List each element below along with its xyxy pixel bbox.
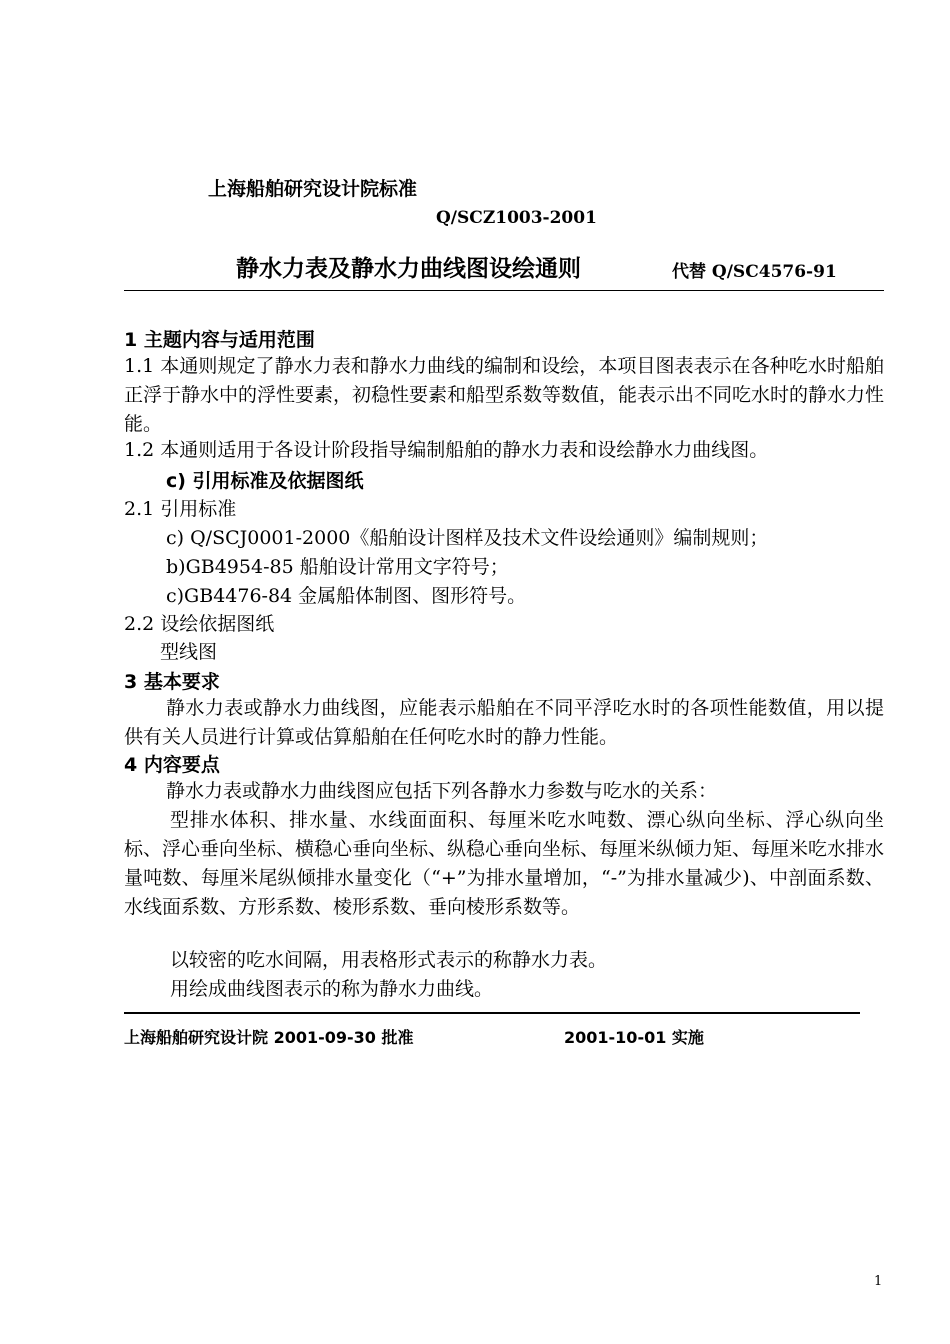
replaces-standard: 代替 Q/SC4576-91 xyxy=(672,262,837,282)
page-title: 静水力表及静水力曲线图设绘通则 xyxy=(236,256,581,282)
parameter-list: 型排水体积、排水量、水线面面积、每厘米吃水吨数、漂心纵向坐标、浮心纵向坐标、浮心垂向坐标、横稳心垂向坐标、纵稳心垂向坐标、每厘米纵倾力矩、每厘米吃水排水量吨数、每厘米尾纵倾排水量变化（“+”为排水量增加，“-”为排水量减少)、中剖面系数、水线面系数、方形系数、棱形系数、垂向棱形系数等。 xyxy=(124,809,885,918)
clause-1-2: 1.2 本通则适用于各设计阶段指导编制船舶的静水力表和设绘静水力曲线图。 xyxy=(124,439,769,461)
section-2-heading: c) 引用标准及依据图纸 xyxy=(166,470,364,492)
approval-date: 上海船舶研究设计院 2001-09-30 批准 xyxy=(124,1028,414,1047)
clause-2-1: 2.1 引用标准 xyxy=(124,498,237,520)
effective-date: 2001-10-01 实施 xyxy=(564,1028,704,1047)
reference-item-b: b)GB4954-85 船舶设计常用文字符号； xyxy=(166,556,509,578)
standard-number: Q/SCZ1003-2001 xyxy=(436,208,597,228)
section-3-body: 静水力表或静水力曲线图，应能表示船舶在不同平浮吃水时的各项性能数值，用以提供有关人员进行计算或估算船舶在任何吃水时的静力性能。 xyxy=(124,697,884,748)
section-4-intro: 静水力表或静水力曲线图应包括下列各静水力参数与吃水的关系： xyxy=(166,780,718,802)
page-number: 1 xyxy=(874,1274,883,1289)
table-definition: 以较密的吃水间隔，用表格形式表示的称静水力表。 xyxy=(170,949,608,971)
institute-name: 上海船舶研究设计院标准 xyxy=(208,178,418,200)
drawing-item: 型线图 xyxy=(160,641,218,663)
section-3-heading: 3 基本要求 xyxy=(124,671,220,693)
section-1-heading: 1 主题内容与适用范围 xyxy=(124,329,315,351)
reference-item-a: c) Q/SCJ0001-2000《船舶设计图样及技术文件设绘通则》编制规则； xyxy=(166,527,769,549)
header-divider xyxy=(124,290,884,291)
curve-definition: 用绘成曲线图表示的称为静水力曲线。 xyxy=(170,978,494,1000)
clause-2-2: 2.2 设绘依据图纸 xyxy=(124,613,275,635)
section-4-heading: 4 内容要点 xyxy=(124,754,220,776)
clause-1-1: 1.1 本通则规定了静水力表和静水力曲线的编制和设绘，本项目图表表示在各种吃水时船舶正浮于静水中的浮性要素，初稳性要素和船型系数等数值，能表示出不同吃水时的静水力性能。 xyxy=(124,355,885,435)
footer-divider xyxy=(124,1012,860,1014)
reference-item-c: c)GB4476-84 金属船体制图、图形符号。 xyxy=(166,585,527,607)
